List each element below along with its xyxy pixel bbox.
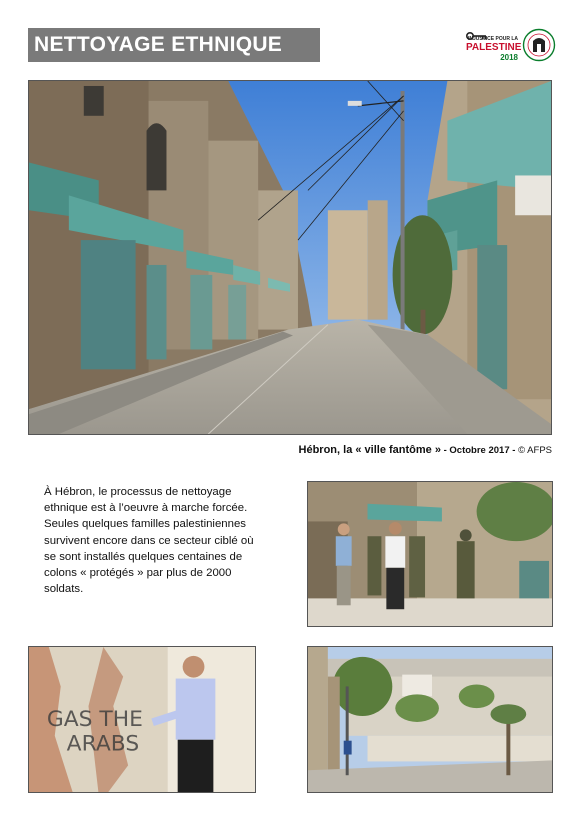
- soldiers-photo: [307, 481, 553, 627]
- logo-year: 2018: [500, 53, 518, 62]
- caption-date: - Octobre 2017 -: [440, 445, 519, 456]
- main-street-photo: [28, 80, 552, 435]
- caption-title: Hébron, la « ville fantôme »: [298, 444, 441, 456]
- city-view-photo: [307, 646, 553, 793]
- event-logo: [466, 28, 556, 64]
- page-title: NETTOYAGE ETHNIQUE: [28, 28, 320, 62]
- logo-wordmark: [466, 28, 522, 64]
- graffiti-photo: [28, 646, 256, 793]
- logo-subtitle: INJUSTICE POUR LA: [467, 36, 518, 42]
- svg-text:GAS THE: GAS THE: [46, 706, 143, 732]
- afps-emblem-icon: [522, 28, 556, 62]
- body-paragraph: À Hébron, le processus de nettoyage ethnique est à l’oeuvre à marche forcée. Seules quelques familles palestiniennes survivent encore dans ce secteur ciblé où se sont installés quelques centaines de colons « protégés » par plus de 2000 soldats.: [44, 486, 254, 596]
- svg-text:ARABS: ARABS: [66, 731, 140, 757]
- caption-credit: © AFPS: [518, 445, 552, 456]
- main-photo-caption: [28, 444, 552, 456]
- logo-palestine: PALESTINE: [466, 42, 522, 53]
